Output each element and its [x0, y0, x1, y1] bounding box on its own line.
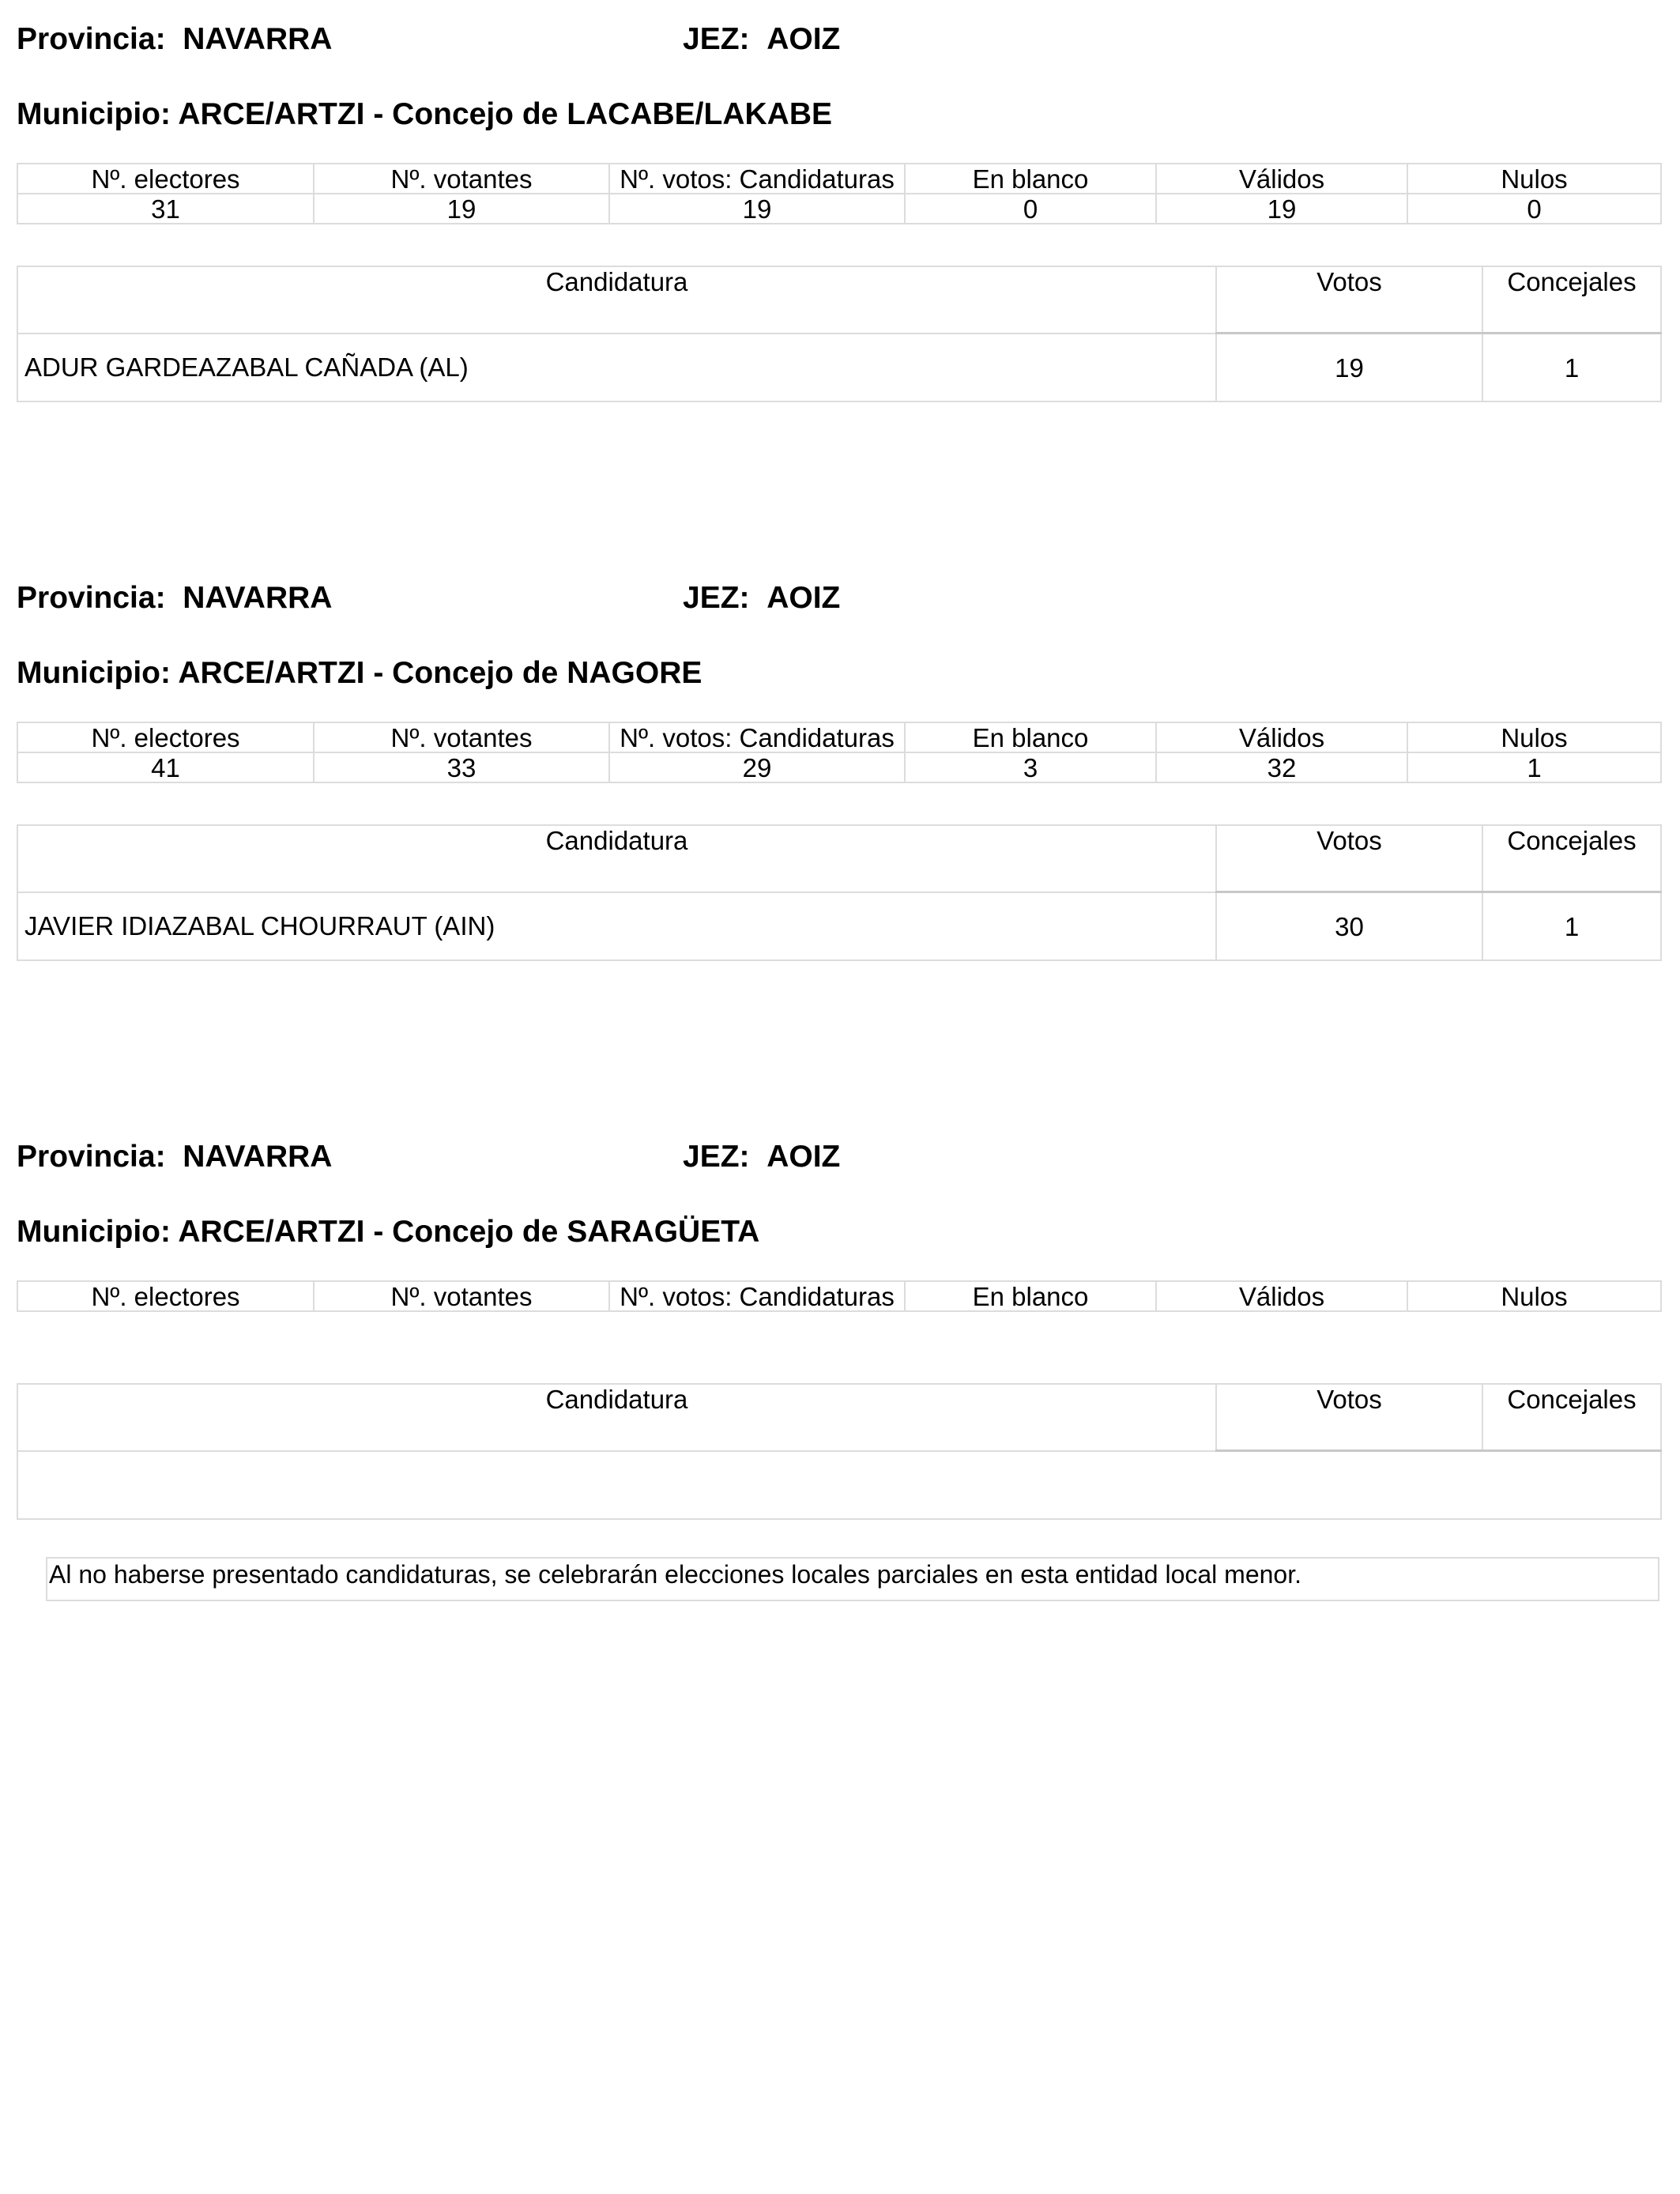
stats-value: 1 — [1407, 752, 1661, 782]
stats-header: Nº. votos: Candidaturas — [609, 1281, 905, 1311]
provincia-jez-header — [17, 581, 841, 615]
stats-value-row — [17, 194, 1661, 224]
stats-header: Nº. votantes — [314, 164, 609, 194]
stats-value: 31 — [17, 194, 314, 224]
candidatura-empty-row — [17, 1451, 1661, 1520]
jez-label: JEZ: — [683, 22, 750, 56]
stats-value: 19 — [609, 194, 905, 224]
stats-header-row — [17, 164, 1661, 194]
stats-value: 0 — [1407, 194, 1661, 224]
no-candidaturas-note: Al no haberse presentado candidaturas, se celebrarán elecciones locales parciales en esta entidad local menor. — [46, 1557, 1659, 1601]
stats-header: Nº. votantes — [314, 1281, 609, 1311]
stats-value: 19 — [314, 194, 609, 224]
votos-header: Votos — [1216, 266, 1482, 334]
stats-header: Nulos — [1407, 164, 1661, 194]
municipio-title: Municipio: ARCE/ARTZI - Concejo de SARAGÜETA — [17, 1215, 760, 1249]
candidaturas-header-row — [17, 1384, 1661, 1451]
jez-group — [683, 24, 840, 55]
stats-header: Nº. votos: Candidaturas — [609, 722, 905, 752]
concejales-header: Concejales — [1482, 266, 1661, 334]
stats-header: Válidos — [1156, 164, 1407, 194]
stats-table — [17, 722, 1662, 783]
provincia-value: NAVARRA — [183, 581, 333, 615]
stats-header: En blanco — [905, 722, 1156, 752]
stats-value: 32 — [1156, 752, 1407, 782]
provincia-value: NAVARRA — [183, 22, 333, 56]
candidatura-name: ADUR GARDEAZABAL CAÑADA (AL) — [17, 334, 1216, 402]
stats-value: 33 — [314, 752, 609, 782]
votos-value: 30 — [1216, 892, 1482, 961]
stats-value: 41 — [17, 752, 314, 782]
provincia-label: Provincia: — [17, 581, 166, 615]
provincia-label: Provincia: — [17, 1140, 166, 1174]
jez-value: AOIZ — [767, 581, 841, 615]
candidaturas-header-row — [17, 825, 1661, 892]
votos-value: 19 — [1216, 334, 1482, 402]
jez-group — [683, 582, 840, 613]
municipio-title: Municipio: ARCE/ARTZI - Concejo de NAGORE — [17, 656, 703, 690]
stats-header: Válidos — [1156, 722, 1407, 752]
jez-label: JEZ: — [683, 581, 750, 615]
stats-header: Válidos — [1156, 1281, 1407, 1311]
stats-header: Nº. electores — [17, 164, 314, 194]
table-row — [17, 334, 1661, 402]
stats-header-row — [17, 1281, 1661, 1311]
votos-header: Votos — [1216, 825, 1482, 892]
stats-header: Nulos — [1407, 722, 1661, 752]
candidatura-header: Candidatura — [17, 825, 1216, 892]
candidaturas-table — [17, 266, 1662, 402]
concejales-header: Concejales — [1482, 1384, 1661, 1451]
provincia-value: NAVARRA — [183, 1140, 333, 1174]
stats-header: En blanco — [905, 1281, 1156, 1311]
provincia-jez-header — [17, 22, 841, 56]
votos-header: Votos — [1216, 1384, 1482, 1451]
jez-label: JEZ: — [683, 1140, 750, 1174]
stats-value-row — [17, 752, 1661, 782]
candidatura-header: Candidatura — [17, 1384, 1216, 1451]
jez-value: AOIZ — [767, 1140, 841, 1174]
table-row — [17, 892, 1661, 961]
jez-group — [683, 1141, 840, 1172]
stats-header: Nº. votantes — [314, 722, 609, 752]
concejales-value: 1 — [1482, 892, 1661, 961]
candidatura-name: JAVIER IDIAZABAL CHOURRAUT (AIN) — [17, 892, 1216, 961]
stats-value: 0 — [905, 194, 1156, 224]
stats-header: En blanco — [905, 164, 1156, 194]
candidaturas-table — [17, 824, 1662, 961]
stats-header: Nº. electores — [17, 722, 314, 752]
provincia-jez-header — [17, 1140, 841, 1174]
concejales-header: Concejales — [1482, 825, 1661, 892]
jez-value: AOIZ — [767, 22, 841, 56]
stats-table — [17, 163, 1662, 224]
table-row — [17, 1451, 1661, 1520]
candidaturas-table — [17, 1383, 1662, 1520]
candidatura-header: Candidatura — [17, 266, 1216, 334]
stats-header: Nulos — [1407, 1281, 1661, 1311]
stats-header-row — [17, 722, 1661, 752]
stats-header: Nº. votos: Candidaturas — [609, 164, 905, 194]
concejales-value: 1 — [1482, 334, 1661, 402]
provincia-label: Provincia: — [17, 22, 166, 56]
stats-value: 3 — [905, 752, 1156, 782]
municipio-title: Municipio: ARCE/ARTZI - Concejo de LACABE/LAKABE — [17, 97, 833, 131]
stats-value: 29 — [609, 752, 905, 782]
candidaturas-header-row — [17, 266, 1661, 334]
stats-table — [17, 1280, 1662, 1312]
stats-value: 19 — [1156, 194, 1407, 224]
stats-header: Nº. electores — [17, 1281, 314, 1311]
